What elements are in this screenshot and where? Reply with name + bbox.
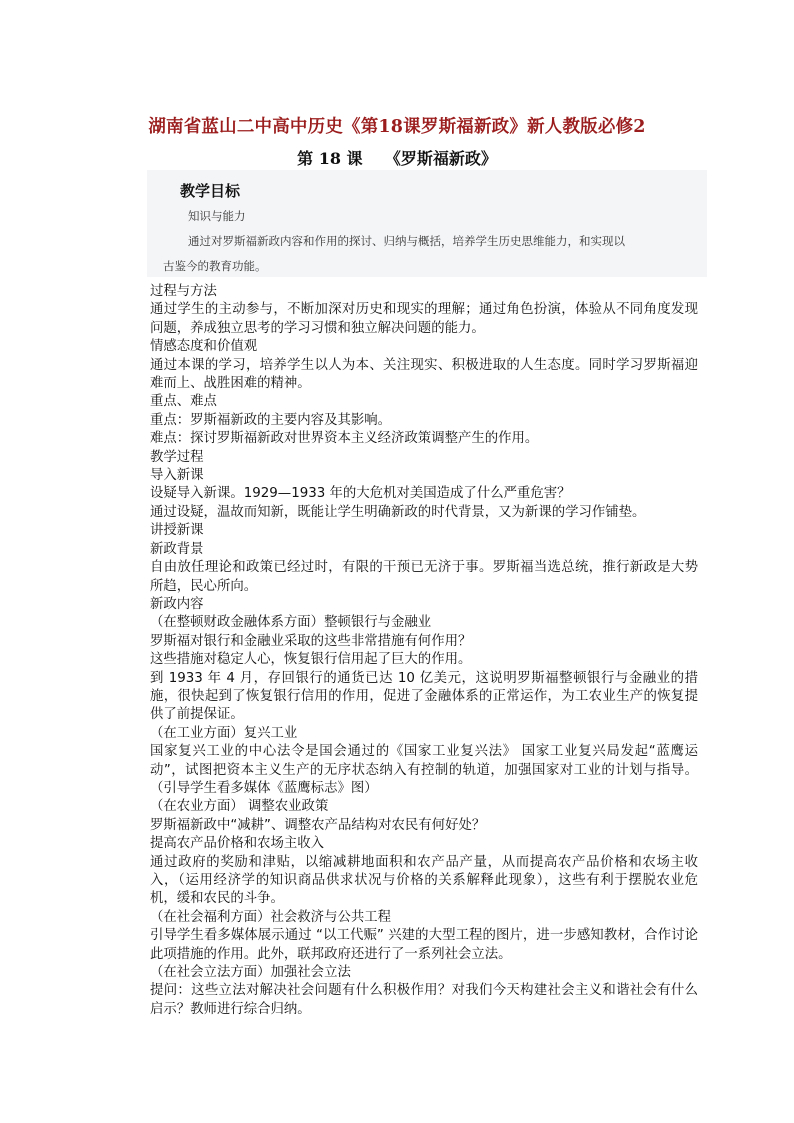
paragraph: 重点：罗斯福新政的主要内容及其影响。 (150, 412, 392, 428)
paragraph: 自由放任理论和政策已经过时，有限的干预已无济于事。罗斯福当选总统，推行新政是大势所趋，民心所向。 (150, 560, 698, 594)
paragraph: 通过学生的主动参与，不断加深对历史和现实的理解；通过角色扮演，体验从不同角度发现问题，养成独立思考的学习习惯和独立解决问题的能力。 (150, 302, 698, 336)
subsection-heading: （在社会立法方面）加强社会立法 (150, 965, 351, 981)
section-heading: 讲授新课 (150, 523, 204, 539)
teaching-goals-box (147, 170, 707, 277)
section-heading: 过程与方法 (150, 284, 217, 299)
goals-subheading: 知识与能力 (188, 209, 246, 223)
paragraph: 罗斯福对银行和金融业采取的这些非常措施有何作用？ (150, 633, 472, 649)
paragraph: 到 1933 年 4 月，存回银行的通货已达 10 亿美元，这说明罗斯福整顿银行与金融业的措施，很快起到了恢复银行信用的作用，促进了金融体系的正常运作，为工农业生产的恢复提供了前提保证。 (150, 670, 698, 723)
paragraph: 通过政府的奖励和津贴，以缩减耕地面积和农产品产量，从而提高农产品价格和农场主收入，（运用经济学的知识商品供求状况与价格的关系解释此现象），这些有利于摆脱农业危机，缓和农民的斗争。 (150, 854, 698, 907)
section-heading: 导入新课 (150, 468, 204, 484)
goals-heading: 教学目标 (180, 182, 241, 200)
document-title: 湖南省蓝山二中高中历史《第18课罗斯福新政》新人教版必修2 (148, 117, 646, 137)
paragraph: 提问：这些立法对解决社会问题有什么积极作用？对我们今天构建社会主义和谐社会有什么启示？教师进行综合归纳。 (150, 983, 698, 1017)
paragraph: 引导学生看多媒体展示通过 “以工代赈” 兴建的大型工程的图片，进一步感知教材，合作讨论此项措施的作用。此外，联邦政府还进行了一系列社会立法。 (150, 928, 698, 962)
paragraph: 设疑导入新课。1929—1933 年的大危机对美国造成了什么严重危害？ (150, 486, 571, 502)
paragraph: 国家复兴工业的中心法令是国会通过的《国家工业复兴法》 国家工业复兴局发起“蓝鹰运动”，试图把资本主义生产的无序状态纳入有控制的轨道，加强国家对工业的计划与指导。（引导学生看多媒体《蓝鹰标志》图） (150, 744, 698, 796)
lesson-body (150, 283, 698, 1019)
paragraph: 难点：探讨罗斯福新政对世界资本主义经济政策调整产生的作用。 (150, 431, 539, 447)
section-heading: 情感态度和价值观 (150, 339, 258, 355)
section-heading: 新政背景 (150, 541, 204, 557)
section-heading: 教学过程 (150, 449, 204, 465)
paragraph: 提高农产品价格和农场主收入 (150, 836, 325, 852)
paragraph: 通过设疑，温故而知新，既能让学生明确新政的时代背景，又为新课的学习作铺垫。 (150, 504, 646, 520)
subsection-heading: （在农业方面） 调整农业政策 (150, 799, 329, 815)
section-heading: 新政内容 (150, 596, 204, 612)
lesson-title: 第 18 课 《罗斯福新政》 (297, 149, 497, 168)
paragraph: 这些措施对稳定人心，恢复银行信用起了巨大的作用。 (150, 652, 472, 668)
subsection-heading: （在社会福利方面）社会救济与公共工程 (150, 909, 392, 925)
paragraph: 罗斯福新政中“减耕”、调整农产品结构对农民有何好处？ (150, 817, 486, 833)
subsection-heading: （在工业方面）复兴工业 (150, 725, 298, 741)
subsection-heading: （在整顿财政金融体系方面）整顿银行与金融业 (150, 615, 432, 631)
goals-text-line2: 古鉴今的教育功能。 (163, 259, 267, 273)
goals-text-line1: 通过对罗斯福新政内容和作用的探讨、归纳与概括，培养学生历史思维能力，和实现以 (188, 234, 625, 248)
paragraph: 通过本课的学习，培养学生以人为本、关注现实、积极进取的人生态度。同时学习罗斯福迎难而上、战胜困难的精神。 (150, 357, 698, 392)
section-heading: 重点、难点 (150, 394, 217, 410)
